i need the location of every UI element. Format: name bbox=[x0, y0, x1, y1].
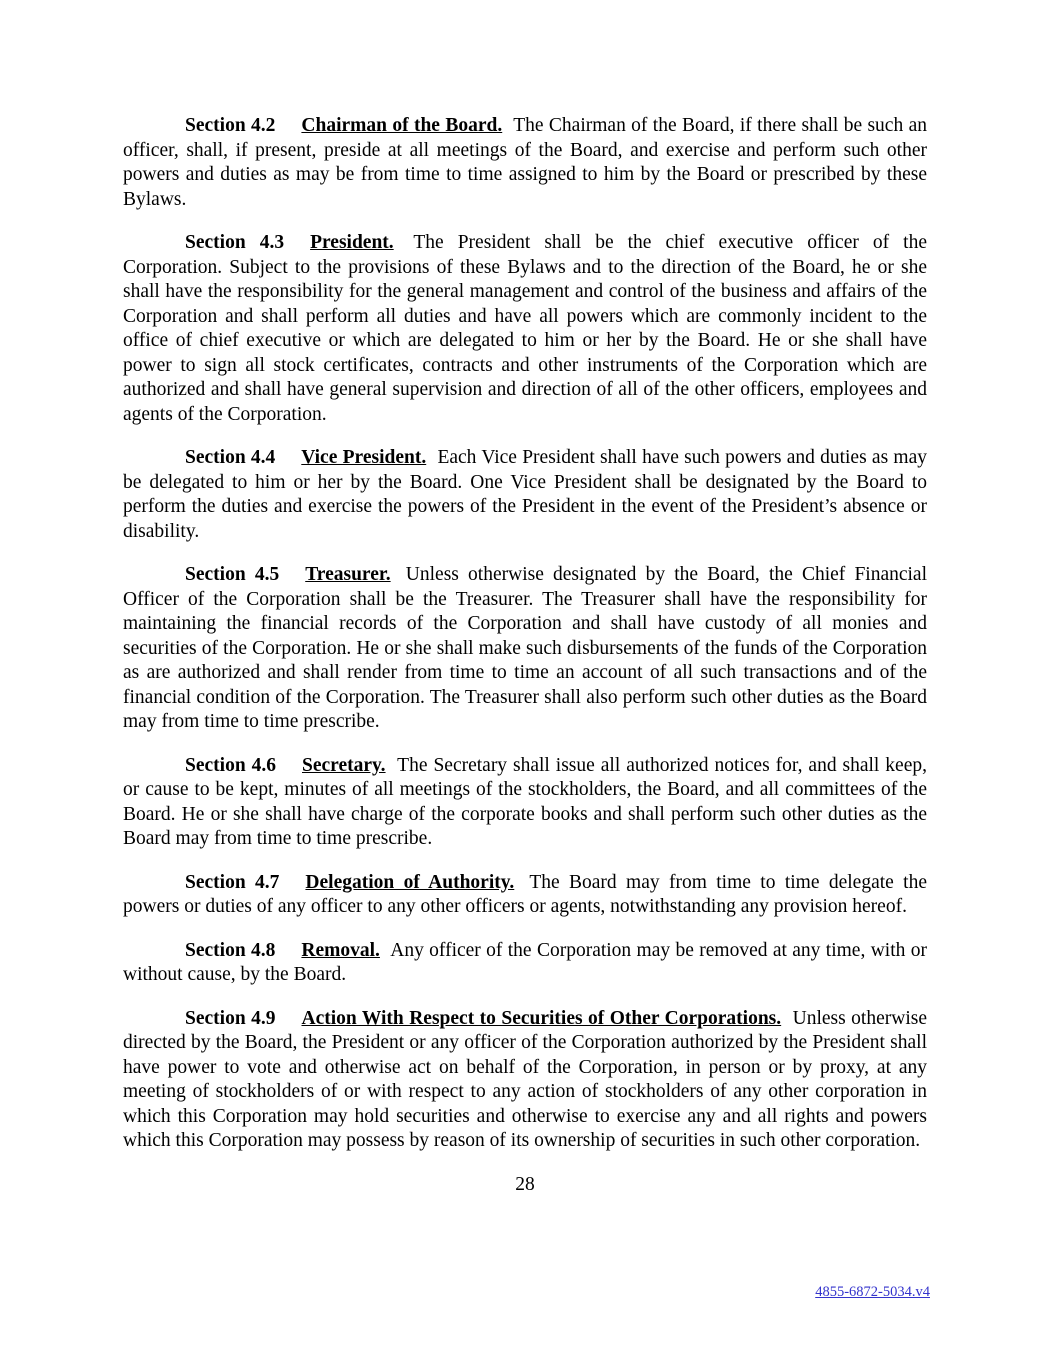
section-number: Section 4.2 bbox=[185, 115, 276, 136]
section-body-text: Each Vice President shall have such powers and duties as may be delegated to him or her by the Board. One Vice President shall be designated by the Board to perform the duties and exercise the powers of the President in the event of the President’s absence or disability. bbox=[123, 447, 927, 542]
section-body-text: Any officer of the Corporation may be removed at any time, with or without cause, by the Board. bbox=[123, 939, 927, 985]
section-paragraph bbox=[123, 1007, 927, 1154]
section-number: Section 4.9 bbox=[185, 1007, 276, 1029]
section-number: Section 4.6 bbox=[185, 754, 276, 776]
section-title: Vice President. bbox=[301, 447, 427, 468]
section-number: Section 4.8 bbox=[185, 939, 276, 961]
document-id-link[interactable]: 4855-6872-5034.v4 bbox=[815, 1284, 930, 1300]
section-paragraph bbox=[123, 871, 927, 920]
section-title: Removal. bbox=[301, 939, 380, 961]
section-number: Section 4.7 bbox=[185, 871, 280, 893]
section-title: Chairman of the Board. bbox=[301, 115, 503, 136]
section-paragraph bbox=[123, 231, 927, 427]
section-paragraph bbox=[123, 754, 927, 852]
section-body-text: The Board may from time to time delegate the powers or duties of any officer to any other officers or agents, notwithstanding any provision hereof. bbox=[123, 871, 927, 917]
section-paragraph bbox=[123, 446, 927, 544]
section-body-text: Unless otherwise designated by the Board, the Chief Financial Officer of the Corporation shall be the Treasurer. The Treasurer shall have the responsibility for maintaining the financial records of the Corporation and shall have custody of all monies and securities of the Corporation. He or she shall make such disbursements of the funds of the Corporation as are authorized and shall render from time to time an account of all such transactions and of the financial condition of the Corporation. The Treasurer shall also perform such other duties as the Board may from time to time prescribe. bbox=[123, 564, 928, 732]
section-title: Delegation of Authority. bbox=[305, 871, 515, 893]
section-body-text: The Secretary shall issue all authorized notices for, and shall keep, or cause to be kept, minutes of all meetings of the stockholders, the Board, and all committees of the Board. He or she shall have charge of the corporate books and shall perform such other duties as the Board may from time to time prescribe. bbox=[123, 754, 927, 849]
section-number: Section 4.5 bbox=[185, 564, 280, 585]
section-number: Section 4.4 bbox=[185, 447, 276, 468]
section-title: Treasurer. bbox=[305, 564, 391, 585]
section-title: President. bbox=[310, 232, 394, 253]
section-body-text: The President shall be the chief executive officer of the Corporation. Subject to the provisions of these Bylaws and to the direction of the Board, he or she shall have the responsibility for the general management and control of the business and affairs of the Corporation and shall perform all duties and have all powers which are commonly incident to the office of chief executive or which are delegated to him or her by the Board. He or she shall have power to sign all stock certificates, contracts and other instruments of the Corporation which are authorized and shall have general supervision and direction of all of the other officers, employees and agents of the Corporation. bbox=[123, 232, 927, 425]
section-title: Secretary. bbox=[302, 754, 386, 776]
section-paragraph bbox=[123, 939, 927, 988]
section-title: Action With Respect to Securities of Other Corporations. bbox=[301, 1007, 782, 1029]
page-number: 28 bbox=[515, 1173, 535, 1195]
section-paragraph bbox=[123, 114, 927, 212]
section-number: Section 4.3 bbox=[185, 232, 285, 253]
section-body-text: Unless otherwise directed by the Board, the President or any officer of the Corporation authorized by the President shall have power to vote and otherwise act on behalf of the Corporation, in person or by proxy, at any meeting of stockholders of or with respect to any action of stockholders of any other corporation in which this Corporation may hold securities and otherwise to exercise any and all rights and powers which this Corporation may possess by reason of its ownership of securities in such other corporation. bbox=[123, 1007, 927, 1151]
section-paragraph bbox=[123, 563, 927, 735]
section-body-text: The Chairman of the Board, if there shall be such an officer, shall, if present, preside at all meetings of the Board, and exercise and perform such other powers and duties as may be from time to time assigned to him by the Board or prescribed by these Bylaws. bbox=[123, 115, 927, 210]
